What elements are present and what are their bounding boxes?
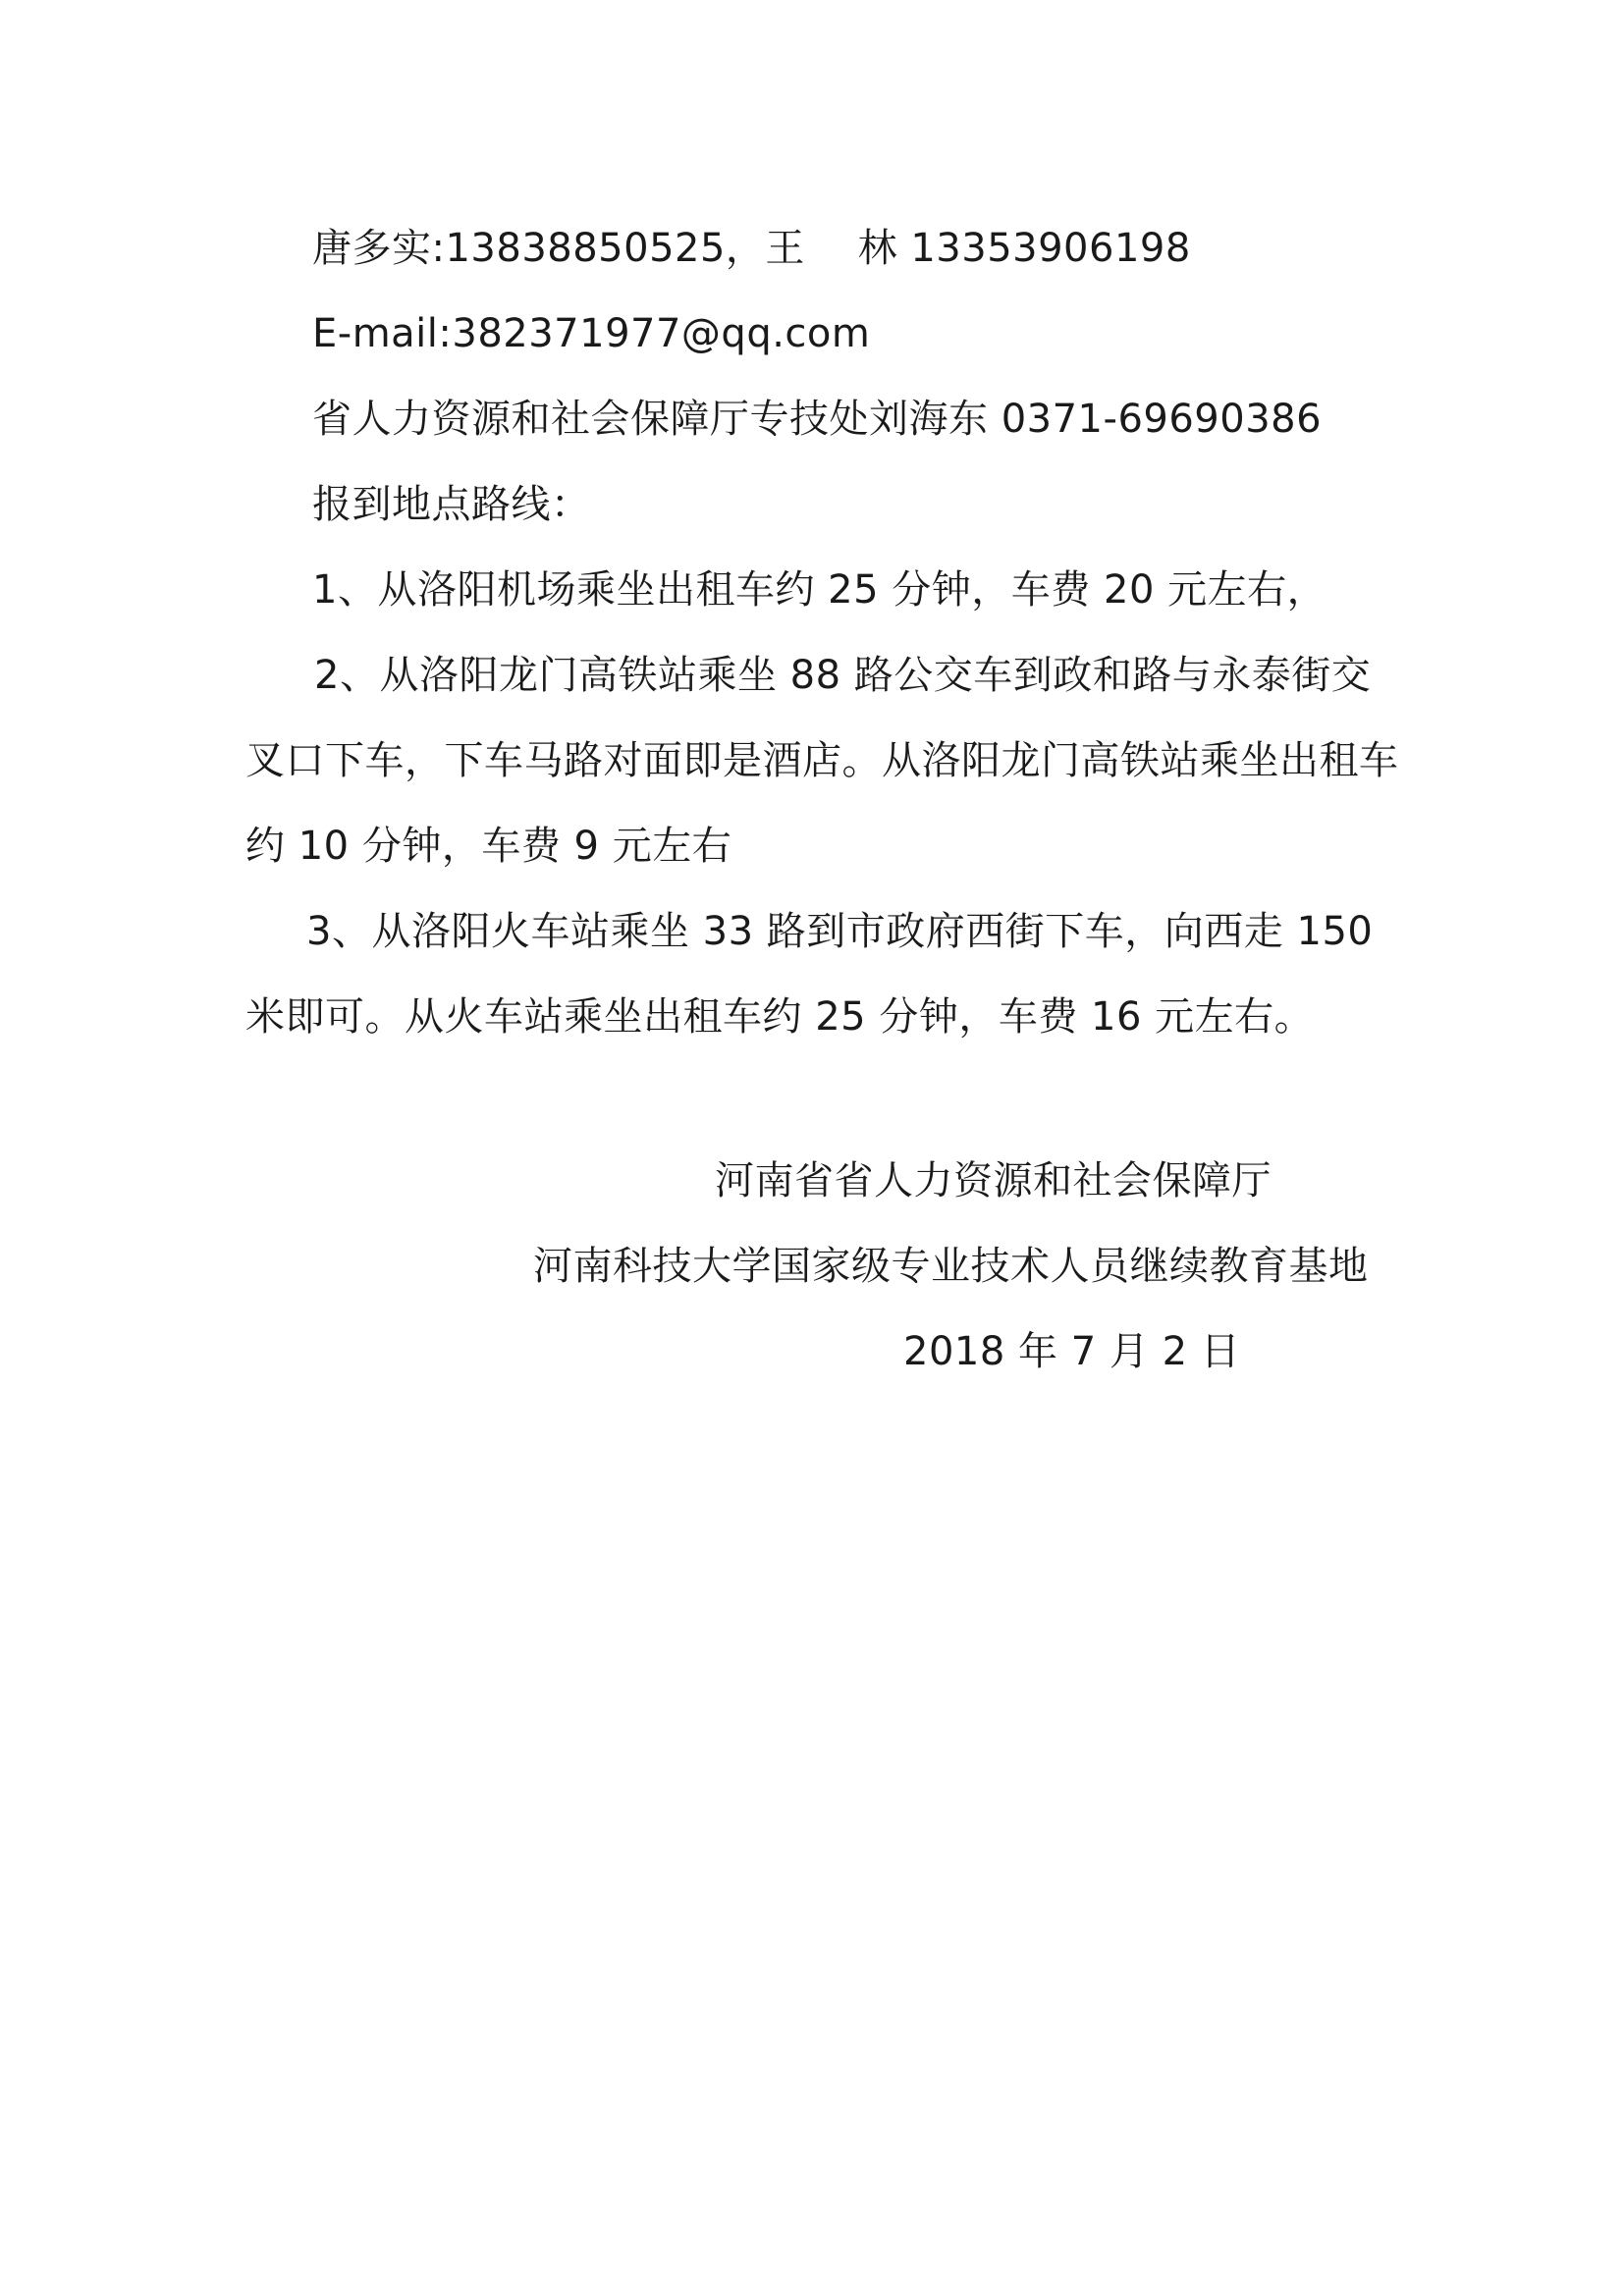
contacts-line: 唐多实:13838850525，王 林 13353906198 [312, 226, 1191, 271]
route-item-high-speed-rail: 2、从洛阳龙门高铁站乘坐 88 路公交车到政和路与永泰街交叉口下车，下车马路对面即是酒店。从洛阳龙门高铁站乘坐出租车约 10 分钟，车费 9 元左右 [245, 653, 1399, 869]
office-contact-line: 省人力资源和社会保障厅专技处刘海东 0371-69690386 [312, 397, 1323, 442]
signature-date: 2018 年 7 月 2 日 [903, 1329, 1241, 1374]
route-item-train-station: 3、从洛阳火车站乘坐 33 路到市政府西街下车，向西走 150 米即可。从火车站乘坐出租车约 25 分钟，车费 16 元左右。 [245, 909, 1374, 1040]
signature-department: 河南省省人力资源和社会保障厅 [715, 1158, 1272, 1203]
document-body [245, 206, 1399, 1060]
routes-heading: 报到地点路线： [312, 482, 591, 527]
route-item-airport: 1、从洛阳机场乘坐出租车约 25 分钟，车费 20 元左右， [312, 567, 1327, 613]
signature-university: 河南科技大学国家级专业技术人员继续教育基地 [533, 1244, 1369, 1289]
email-line: E-mail:382371977@qq.com [312, 311, 871, 356]
